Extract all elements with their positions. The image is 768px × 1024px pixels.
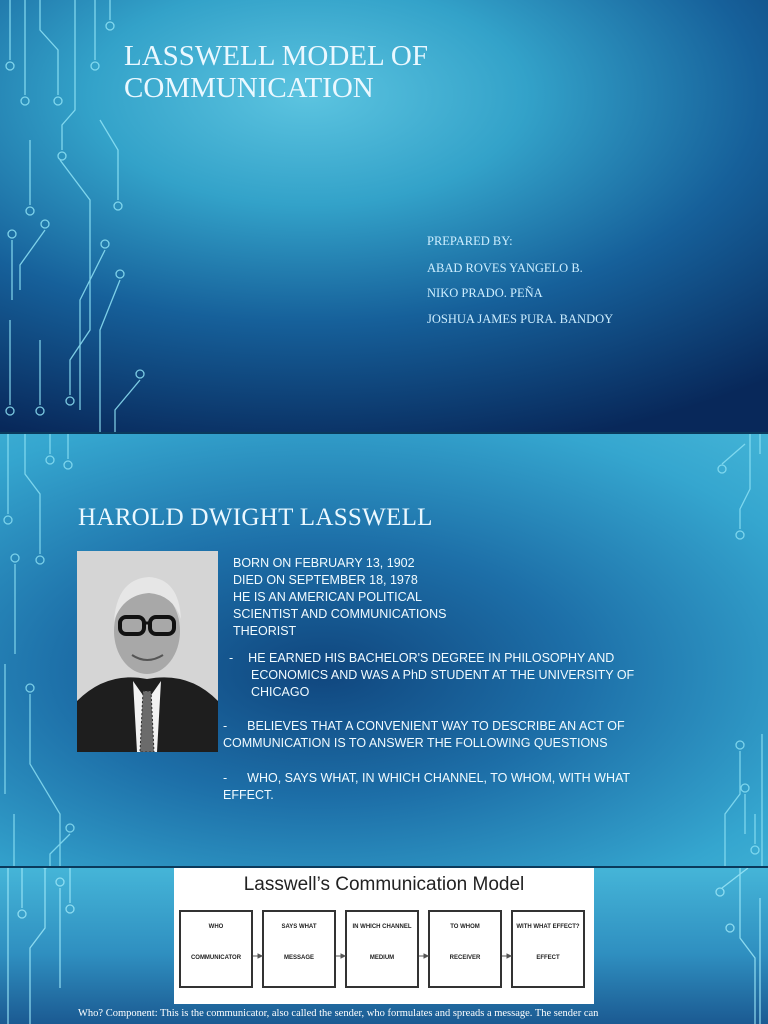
author-name: JOSHUA JAMES PURA. BANDOY: [427, 312, 614, 326]
box-question: TO WHOM: [450, 924, 480, 930]
role-line: THEORIST: [233, 624, 297, 638]
death-date: DIED ON SEPTEMBER 18, 1978: [233, 573, 418, 587]
role-line: SCIENTIST AND COMMUNICATIONS: [233, 607, 447, 621]
component-caption: Who? Component: This is the communicator, also called the sender, who formulates and spreads a message. The sender can: [78, 1008, 599, 1019]
box-answer: COMMUNICATOR: [190, 955, 242, 961]
title-slide: [0, 0, 768, 432]
diagram-title: Lasswell’s Communication Model: [243, 874, 525, 895]
slide-title: HAROLD DWIGHT LASSWELL: [78, 504, 433, 531]
title-line-1: LASSWELL MODEL OF: [124, 40, 428, 72]
biography-slide: [0, 434, 768, 866]
model-slide: [0, 868, 768, 1024]
bio-facts: [233, 555, 446, 640]
presentation-title: [124, 40, 428, 104]
prepared-by-label: PREPARED BY:: [427, 234, 513, 248]
role-line: HE IS AN AMERICAN POLITICAL: [233, 590, 422, 604]
bullet-belief: - BELIEVES THAT A CONVENIENT WAY TO DESCRIBE AN ACT OF COMMUNICATION IS TO ANSWER THE FOLLOWING QUESTIONS: [223, 719, 625, 750]
diagram-connectors: [174, 868, 594, 1004]
bullet-dash: -: [229, 651, 234, 665]
box-question: IN WHICH CHANNEL: [352, 924, 412, 930]
portrait-photo: [77, 551, 218, 752]
bullet-questions: - WHO, SAYS WHAT, IN WHICH CHANNEL, TO WHOM, WITH WHAT EFFECT.: [223, 771, 631, 802]
title-line-2: COMMUNICATION: [124, 72, 374, 104]
box-answer: EFFECT: [536, 955, 560, 961]
author-name: NIKO PRADO. PEÑA: [427, 286, 543, 300]
bullet-dash: -: [223, 771, 228, 785]
box-answer: MEDIUM: [369, 955, 395, 961]
box-answer: MESSAGE: [283, 955, 314, 961]
lasswell-model-diagram: [174, 868, 594, 1004]
author-name: ABAD ROVES YANGELO B.: [427, 261, 583, 275]
box-answer: RECEIVER: [449, 955, 481, 961]
bullet-dash: -: [223, 719, 228, 733]
box-question: WHO: [208, 924, 224, 930]
box-question: SAYS WHAT: [281, 924, 317, 930]
box-question: WITH WHAT EFFECT?: [516, 924, 580, 930]
born-date: BORN ON FEBRUARY 13, 1902: [233, 556, 415, 570]
bullet-education: - HE EARNED HIS BACHELOR'S DEGREE IN PHILOSOPHY AND ECONOMICS AND WAS A PhD STUDENT AT THE UNIVERSITY OF CHICAGO: [229, 651, 635, 699]
